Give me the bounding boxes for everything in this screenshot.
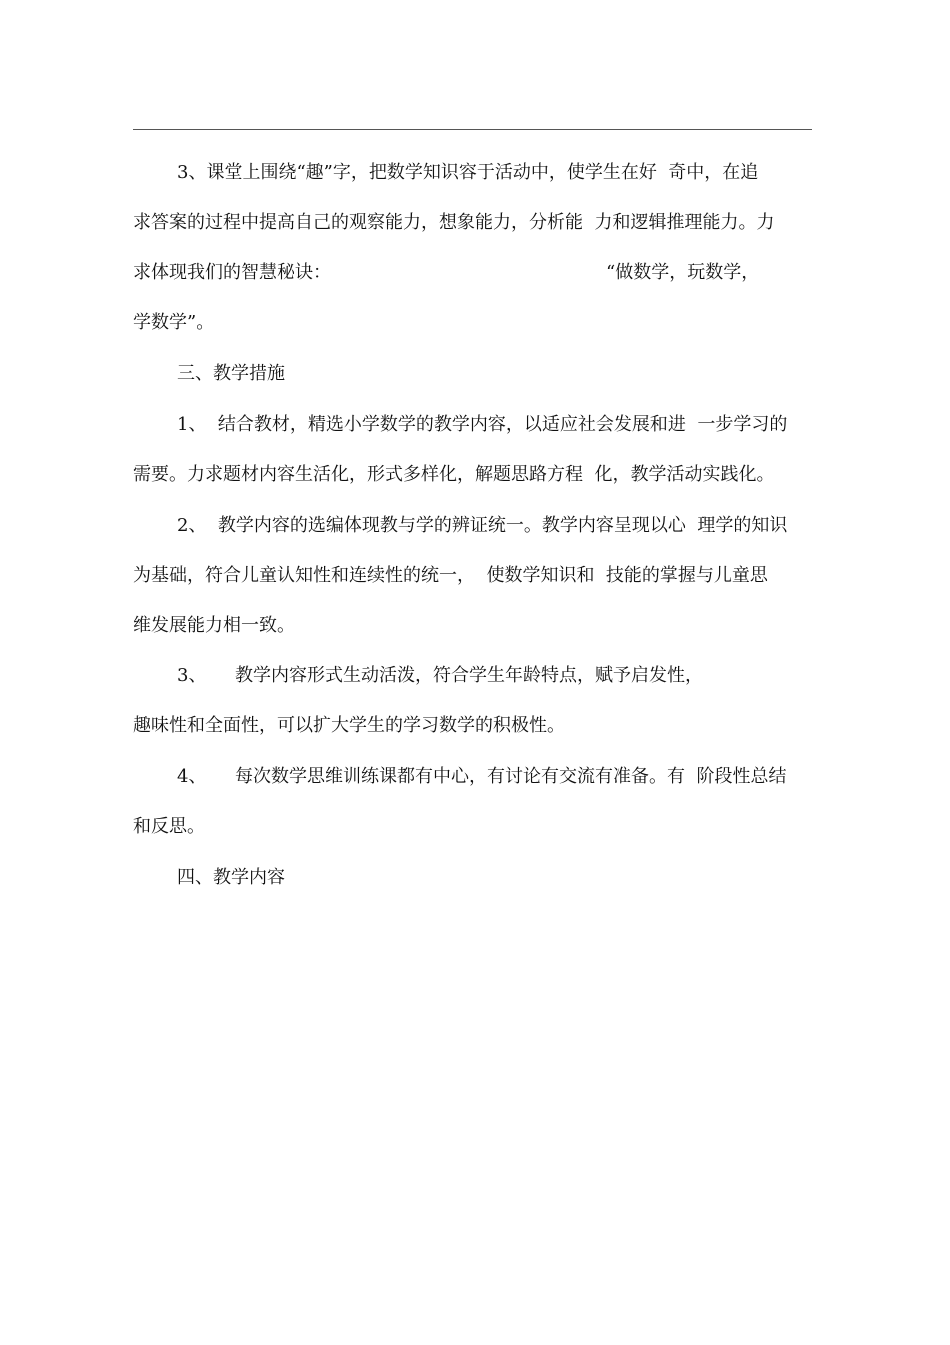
measure-4-line-2: 和反思。: [133, 816, 205, 837]
paragraph-3-line-3-left: 求体现我们的智慧秘诀：: [133, 262, 331, 283]
measure-4-line-1: 4、 每次数学思维训练课都有中心，有讨论有交流有准备。有 阶段性总结: [177, 766, 787, 787]
paragraph-3-line-1: 3、课堂上围绕“趣”字，把数学知识容于活动中，使学生在好 奇中，在追: [177, 162, 759, 183]
paragraph-3-line-3-quote: “做数学，玩数学，: [606, 262, 760, 283]
section-heading-measures: 三、教学措施: [177, 363, 285, 384]
section-heading-content: 四、教学内容: [177, 867, 285, 888]
measure-1-line-1: 1、 结合教材，精选小学数学的教学内容，以适应社会发展和进 一步学习的: [177, 414, 788, 435]
measure-3-line-1: 3、 教学内容形式生动活泼，符合学生年龄特点，赋予启发性，: [177, 665, 704, 686]
measure-1-line-2: 需要。力求题材内容生活化，形式多样化，解题思路方程 化，教学活动实践化。: [133, 464, 775, 485]
paragraph-3-line-2: 求答案的过程中提高自己的观察能力，想象能力，分析能 力和逻辑推理能力。力: [133, 212, 775, 233]
measure-2-line-2: 为基础，符合儿童认知性和连续性的统一， 使数学知识和 技能的掌握与儿童思: [133, 565, 768, 586]
measure-2-line-1: 2、 教学内容的选编体现教与学的辨证统一。教学内容呈现以心 理学的知识: [177, 515, 788, 536]
measure-2-line-3: 维发展能力相一致。: [133, 615, 295, 636]
header-rule: [133, 129, 812, 130]
paragraph-3-line-4: 学数学”。: [133, 312, 215, 333]
measure-3-line-2: 趣味性和全面性，可以扩大学生的学习数学的积极性。: [133, 715, 565, 736]
